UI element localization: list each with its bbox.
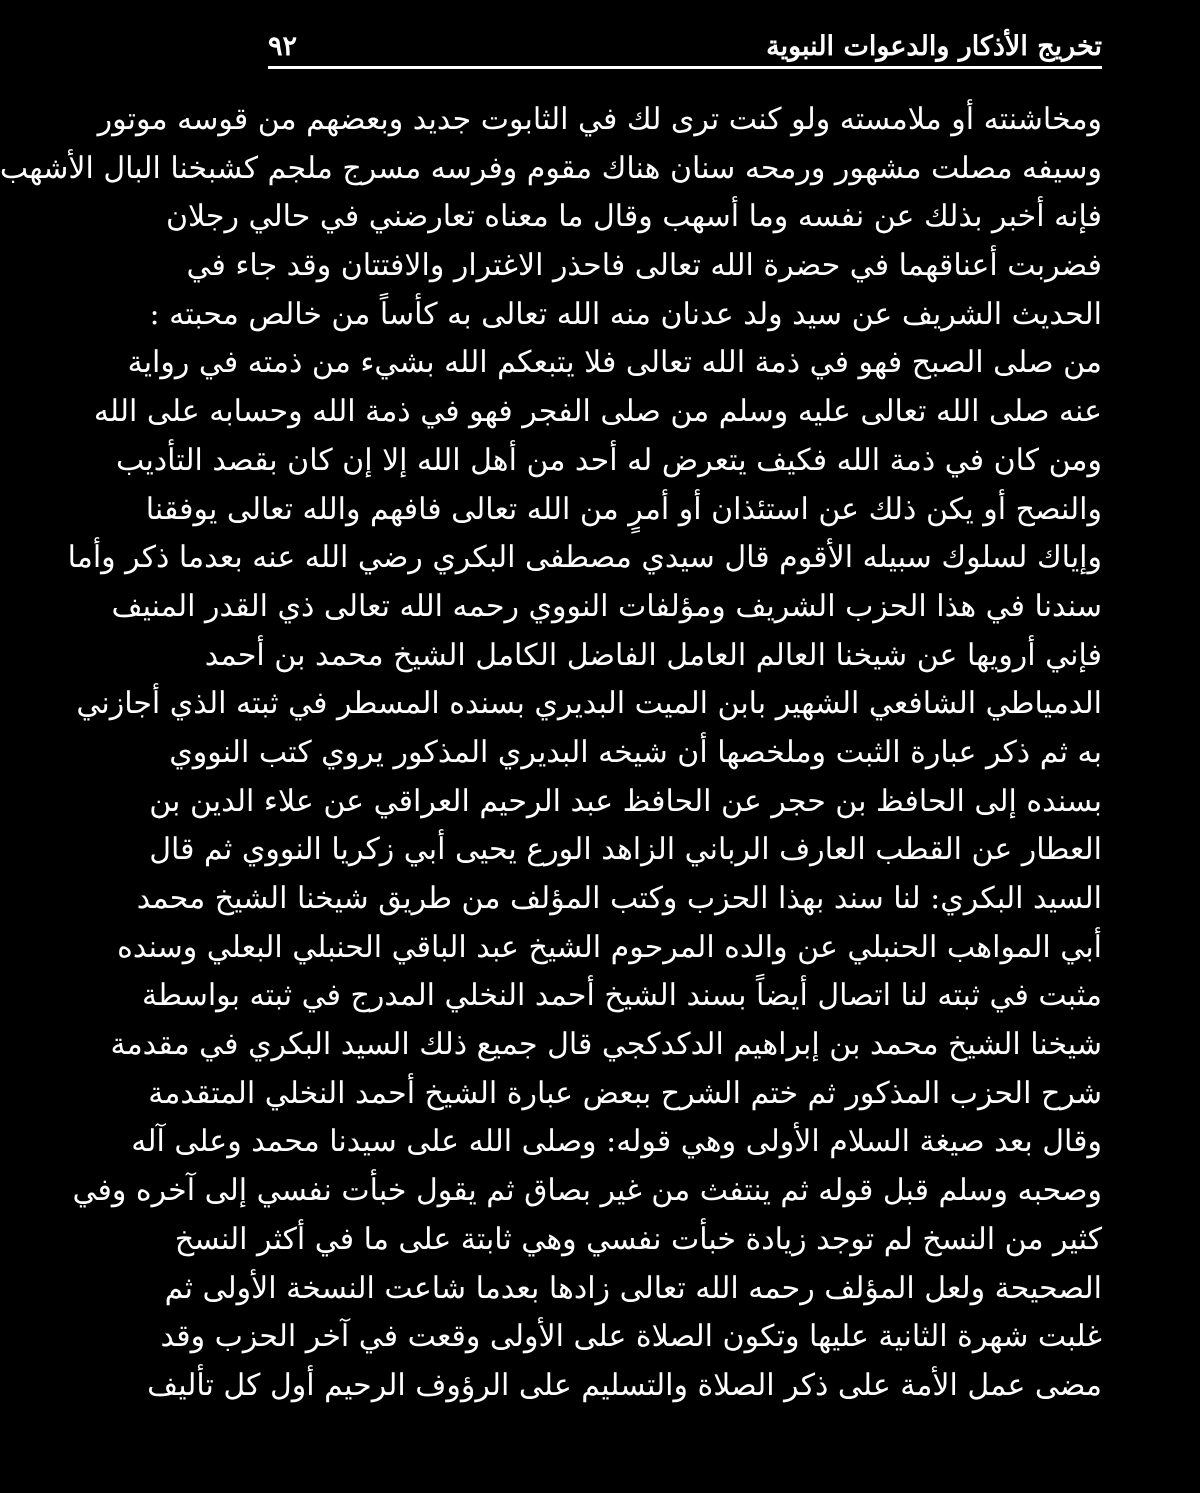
text-line: وإياك لسلوك سبيله الأقوم قال سيدي مصطفى البكري رضي الله عنه بعدما ذكر وأما <box>67 540 1102 576</box>
text-line: فضربت أعناقهما في حضرة الله تعالى فاحذر الاغترار والافتتان وقد جاء في <box>186 248 1102 284</box>
text-line: أبي المواهب الحنبلي عن والده المرحوم الشيخ عبد الباقي الحنبلي البعلي وسنده <box>117 929 1102 965</box>
text-line: العطار عن القطب العارف الرباني الزاهد الورع يحيى أبي زكريا النووي ثم قال <box>149 832 1102 868</box>
text-line: وقال بعد صيغة السلام الأولى وهي قوله: وصلى الله على سيدنا محمد وعلى آله <box>131 1124 1102 1160</box>
text-line: والنصح أو يكن ذلك عن استئذان أو أمرٍ من الله تعالى فافهم والله تعالى يوفقنا <box>145 491 1102 527</box>
text-line: به ثم ذكر عبارة الثبت وملخصها أن شيخه البديري المذكور يروي كتب النووي <box>169 734 1102 770</box>
text-line: ومخاشنته أو ملامسته ولو كنت ترى لك في الثابوت جديد وبعضهم من قوسه موتور <box>97 102 1102 137</box>
text-line: من صلى الصبح فهو في ذمة الله تعالى فلا يتبعكم الله بشيء من ذمته في رواية <box>127 345 1102 381</box>
text-line: شيخنا الشيخ محمد بن إبراهيم الدكدكجي قال جميع ذلك السيد البكري في مقدمة <box>110 1027 1102 1063</box>
text-line: غلبت شهرة الثانية عليها وتكون الصلاة على الأولى وقعت في آخر الحزب وقد <box>160 1319 1102 1355</box>
running-title: تخريج الأذكار والدعوات النبوية <box>766 30 1102 62</box>
text-line: وسيفه مصلت مشهور ورمحه سنان هناك مقوم وفرسه مسرج ملجم كشبخنا البال الأشهب <box>0 150 1102 186</box>
header-rule <box>268 66 1102 69</box>
body-text <box>0 96 1102 1411</box>
page-number: ٩٢ <box>268 30 298 62</box>
text-line: بسنده إلى الحافظ بن حجر عن الحافظ عبد الرحيم العراقي عن علاء الدين بن <box>149 783 1102 819</box>
text-line: وصحبه وسلم قبل قوله ثم ينتفث من غير بصاق ثم يقول خبأت نفسي إلى آخره وفي <box>72 1173 1102 1209</box>
text-line: شرح الحزب المذكور ثم ختم الشرح ببعض عبارة الشيخ أحمد النخلي المتقدمة <box>148 1075 1102 1111</box>
text-line: فإنه أخبر بذلك عن نفسه وما أسهب وقال ما معناه تعارضني في حالي رجلان <box>165 199 1102 235</box>
text-line: مثبت في ثبته لنا اتصال أيضاً بسند الشيخ أحمد النخلي المدرج في ثبته بواسطة <box>142 978 1102 1014</box>
text-line: سندنا في هذا الحزب الشريف ومؤلفات النووي رحمه الله تعالى ذي القدر المنيف <box>111 588 1102 624</box>
text-line: فإني أرويها عن شيخنا العالم العامل الفاضل الكامل الشيخ محمد بن أحمد <box>204 637 1102 673</box>
text-line: السيد البكري: لنا سند بهذا الحزب وكتب المؤلف من طريق شيخنا الشيخ محمد <box>136 881 1102 916</box>
text-line: كثير من النسخ لم توجد زيادة خبأت نفسي وهي ثابتة على ما في أكثر النسخ <box>174 1221 1102 1257</box>
text-line: الحديث الشريف عن سيد ولد عدنان منه الله تعالى به كأساً من خالص محبته : <box>149 296 1102 332</box>
text-line: مضى عمل الأمة على ذكر الصلاة والتسليم على الرؤوف الرحيم أول كل تأليف <box>147 1367 1102 1403</box>
text-line: عنه صلى الله تعالى عليه وسلم من صلى الفجر فهو في ذمة الله وحسابه على الله <box>93 394 1102 430</box>
page-header <box>268 26 1102 66</box>
text-line: الصحيحة ولعل المؤلف رحمه الله تعالى زادها بعدما شاعت النسخة الأولى ثم <box>164 1270 1102 1306</box>
text-line: ومن كان في ذمة الله فكيف يتعرض له أحد من أهل الله إلا إن كان بقصد التأديب <box>115 442 1102 478</box>
text-line: الدمياطي الشافعي الشهير بابن الميت البديري بسنده المسطر في ثبته الذي أجازني <box>76 686 1102 722</box>
